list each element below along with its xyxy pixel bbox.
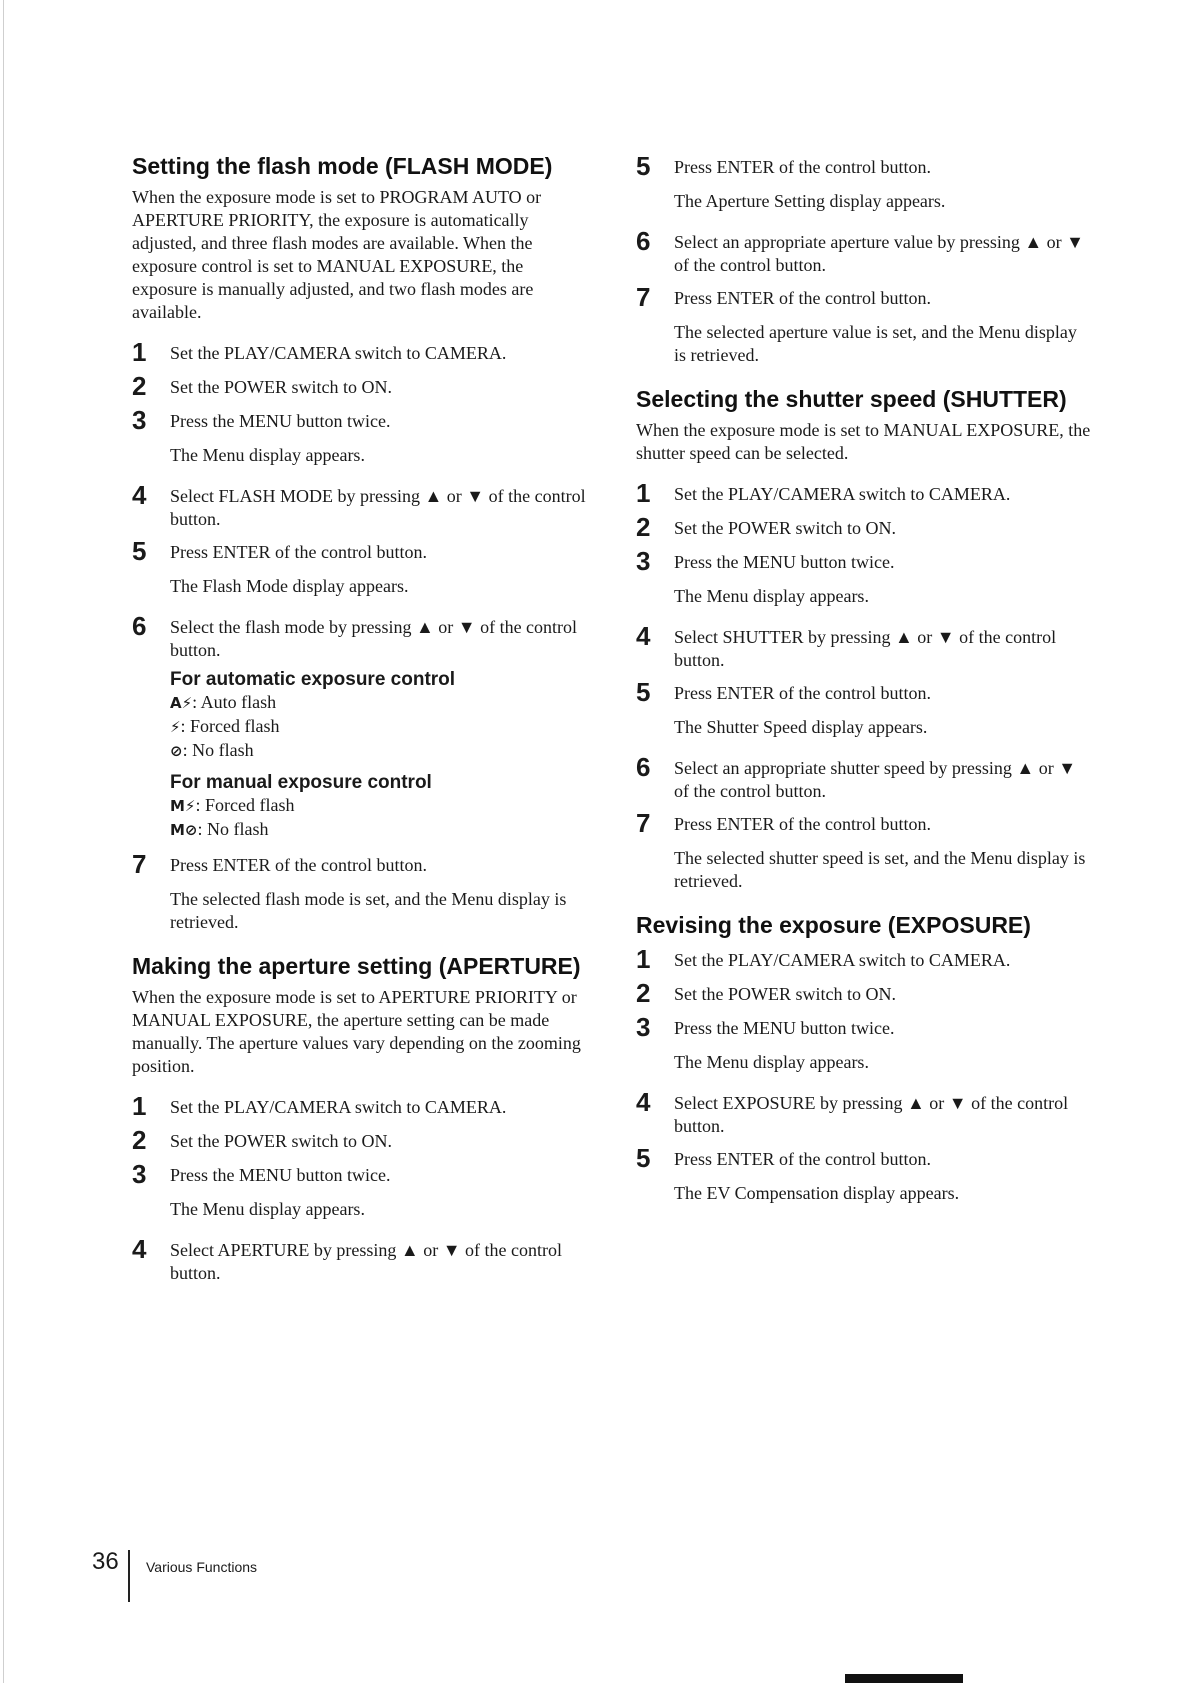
step-text: Set the PLAY/CAMERA switch to CAMERA.: [674, 484, 1011, 504]
step-number: 1: [132, 337, 147, 367]
flash-option-label: : No flash: [197, 819, 269, 839]
step-note: The Shutter Speed display appears.: [674, 717, 928, 737]
step-number: 1: [132, 1091, 147, 1121]
step: [132, 1235, 587, 1285]
step-number: 2: [132, 1125, 147, 1155]
step-text: Press ENTER of the control button.: [170, 542, 427, 562]
step: [636, 152, 1091, 180]
footer-section-label: Various Functions: [146, 1559, 258, 1575]
step: [132, 406, 587, 434]
step: [636, 1144, 1091, 1172]
flash-mode-section: [132, 152, 587, 934]
step-number: 5: [132, 536, 147, 566]
step-text: Select SHUTTER by pressing ▲ or ▼ of the control button.: [674, 627, 1057, 670]
step-note: The Aperture Setting display appears.: [674, 191, 946, 211]
step-text: Select APERTURE by pressing ▲ or ▼ of the control button.: [170, 1240, 563, 1283]
step: [132, 372, 587, 400]
step-number: 7: [132, 849, 147, 879]
step: [132, 1126, 587, 1154]
right-column: [636, 152, 1091, 1223]
no-flash-icon: ⊘: [170, 742, 183, 760]
step: [132, 338, 587, 366]
step-text: Press ENTER of the control button.: [674, 683, 931, 703]
step-number: 4: [636, 1087, 651, 1117]
step-text: Press ENTER of the control button.: [674, 814, 931, 834]
step-text: Set the POWER switch to ON.: [170, 377, 392, 397]
step-note: The selected flash mode is set, and the Menu display is retrieved.: [170, 889, 567, 932]
step-number: 7: [636, 282, 651, 312]
step: [636, 547, 1091, 575]
step-number: 4: [132, 480, 147, 510]
step-number: 3: [132, 1159, 147, 1189]
step-text: Press ENTER of the control button.: [170, 855, 427, 875]
flash-option: [170, 691, 587, 715]
step-number: 4: [132, 1234, 147, 1264]
flash-option: [170, 715, 587, 739]
step-note: The Menu display appears.: [170, 445, 365, 465]
step-text: Select EXPOSURE by pressing ▲ or ▼ of the control button.: [674, 1093, 1069, 1136]
step-number: 5: [636, 1143, 651, 1173]
manual-forced-flash-icon: M⚡: [170, 797, 196, 815]
step-text: Set the PLAY/CAMERA switch to CAMERA.: [170, 343, 507, 363]
flash-option-label: : Auto flash: [192, 692, 277, 712]
left-column: [132, 152, 587, 1303]
step-text: Press ENTER of the control button.: [674, 1149, 931, 1169]
step-text: Press the MENU button twice.: [674, 552, 895, 572]
step: [636, 1013, 1091, 1041]
step: [132, 537, 587, 565]
flash-option: [170, 794, 587, 818]
step-number: 2: [636, 978, 651, 1008]
step-text: Set the PLAY/CAMERA switch to CAMERA.: [674, 950, 1011, 970]
step-text: Select FLASH MODE by pressing ▲ or ▼ of the control button.: [170, 486, 586, 529]
step-number: 7: [636, 808, 651, 838]
exposure-section: [636, 911, 1091, 1205]
flash-option: [170, 818, 587, 842]
step-number: 4: [636, 621, 651, 651]
step-text: Press ENTER of the control button.: [674, 157, 931, 177]
aperture-section: [132, 952, 587, 1285]
step-number: 2: [132, 371, 147, 401]
section-title: Setting the flash mode (FLASH MODE): [132, 153, 553, 179]
step-text: Set the POWER switch to ON.: [674, 984, 896, 1004]
auto-flash-icon: A⚡: [170, 694, 193, 712]
manual-exposure-heading: For manual exposure control: [170, 772, 432, 793]
auto-exposure-heading: For automatic exposure control: [170, 669, 456, 690]
step: [636, 979, 1091, 1007]
step-text: Press the MENU button twice.: [170, 1165, 391, 1185]
step-text: Select an appropriate shutter speed by pressing ▲ or ▼ of the control button.: [674, 758, 1077, 801]
step-number: 1: [636, 478, 651, 508]
step-text: Set the PLAY/CAMERA switch to CAMERA.: [170, 1097, 507, 1117]
step-number: 6: [636, 226, 651, 256]
step-note: The Flash Mode display appears.: [170, 576, 409, 596]
step-number: 5: [636, 151, 651, 181]
step: [636, 1088, 1091, 1138]
step-note: The selected shutter speed is set, and the Menu display is retrieved.: [674, 848, 1086, 891]
step: [636, 227, 1091, 277]
step-number: 3: [636, 1012, 651, 1042]
step-note: The selected aperture value is set, and the Menu display is retrieved.: [674, 322, 1077, 365]
step-text: Press the MENU button twice.: [170, 411, 391, 431]
page-number: 36: [92, 1548, 119, 1575]
step: [132, 850, 587, 878]
step: [636, 945, 1091, 973]
step-text: Press the MENU button twice.: [674, 1018, 895, 1038]
step: [636, 513, 1091, 541]
shutter-section: [636, 385, 1091, 893]
step-text: Set the POWER switch to ON.: [170, 1131, 392, 1151]
step: [132, 1092, 587, 1120]
step: [132, 481, 587, 531]
step: [636, 479, 1091, 507]
manual-no-flash-icon: M⊘: [170, 821, 198, 839]
scan-edge-line: [3, 0, 4, 1683]
step: [636, 753, 1091, 803]
step-text: Set the POWER switch to ON.: [674, 518, 896, 538]
step-number: 6: [132, 611, 147, 641]
section-intro: When the exposure mode is set to PROGRAM AUTO or APERTURE PRIORITY, the exposure is automatically adjusted, and three flash modes are available. When the exposure control is set to MANUAL EXPOSURE, the exposure is manually adjusted, and two flash modes are available.: [132, 187, 542, 322]
auto-exposure-options: [170, 668, 587, 763]
section-title: Selecting the shutter speed (SHUTTER): [636, 386, 1067, 412]
step-number: 3: [636, 546, 651, 576]
forced-flash-icon: ⚡: [170, 718, 181, 736]
aperture-continued-section: [636, 152, 1091, 367]
step-note: The EV Compensation display appears.: [674, 1183, 960, 1203]
step-number: 1: [636, 944, 651, 974]
section-intro: When the exposure mode is set to APERTURE PRIORITY or MANUAL EXPOSURE, the aperture setting can be made manually. The aperture values vary depending on the zooming position.: [132, 987, 581, 1076]
section-intro: When the exposure mode is set to MANUAL EXPOSURE, the shutter speed can be selected.: [636, 420, 1091, 463]
step-number: 6: [636, 752, 651, 782]
step-number: 3: [132, 405, 147, 435]
step-note: The Menu display appears.: [170, 1199, 365, 1219]
footer-divider: [128, 1550, 130, 1602]
step-number: 5: [636, 677, 651, 707]
flash-option-label: : Forced flash: [180, 716, 280, 736]
scan-mark: [845, 1674, 963, 1683]
step-note: The Menu display appears.: [674, 1052, 869, 1072]
manual-exposure-options: [170, 771, 587, 842]
flash-option-label: : No flash: [182, 740, 254, 760]
step-number: 2: [636, 512, 651, 542]
flash-option-label: : Forced flash: [195, 795, 295, 815]
step: [636, 809, 1091, 837]
step: [132, 1160, 587, 1188]
section-title: Making the aperture setting (APERTURE): [132, 953, 581, 979]
step: [636, 678, 1091, 706]
section-title: Revising the exposure (EXPOSURE): [636, 912, 1031, 938]
step: [636, 622, 1091, 672]
step: [132, 612, 587, 662]
step: [636, 283, 1091, 311]
step-text: Select an appropriate aperture value by pressing ▲ or ▼ of the control button.: [674, 232, 1084, 275]
step-note: The Menu display appears.: [674, 586, 869, 606]
step-text: Select the flash mode by pressing ▲ or ▼ of the control button.: [170, 617, 578, 660]
flash-option: [170, 739, 587, 763]
step-text: Press ENTER of the control button.: [674, 288, 931, 308]
